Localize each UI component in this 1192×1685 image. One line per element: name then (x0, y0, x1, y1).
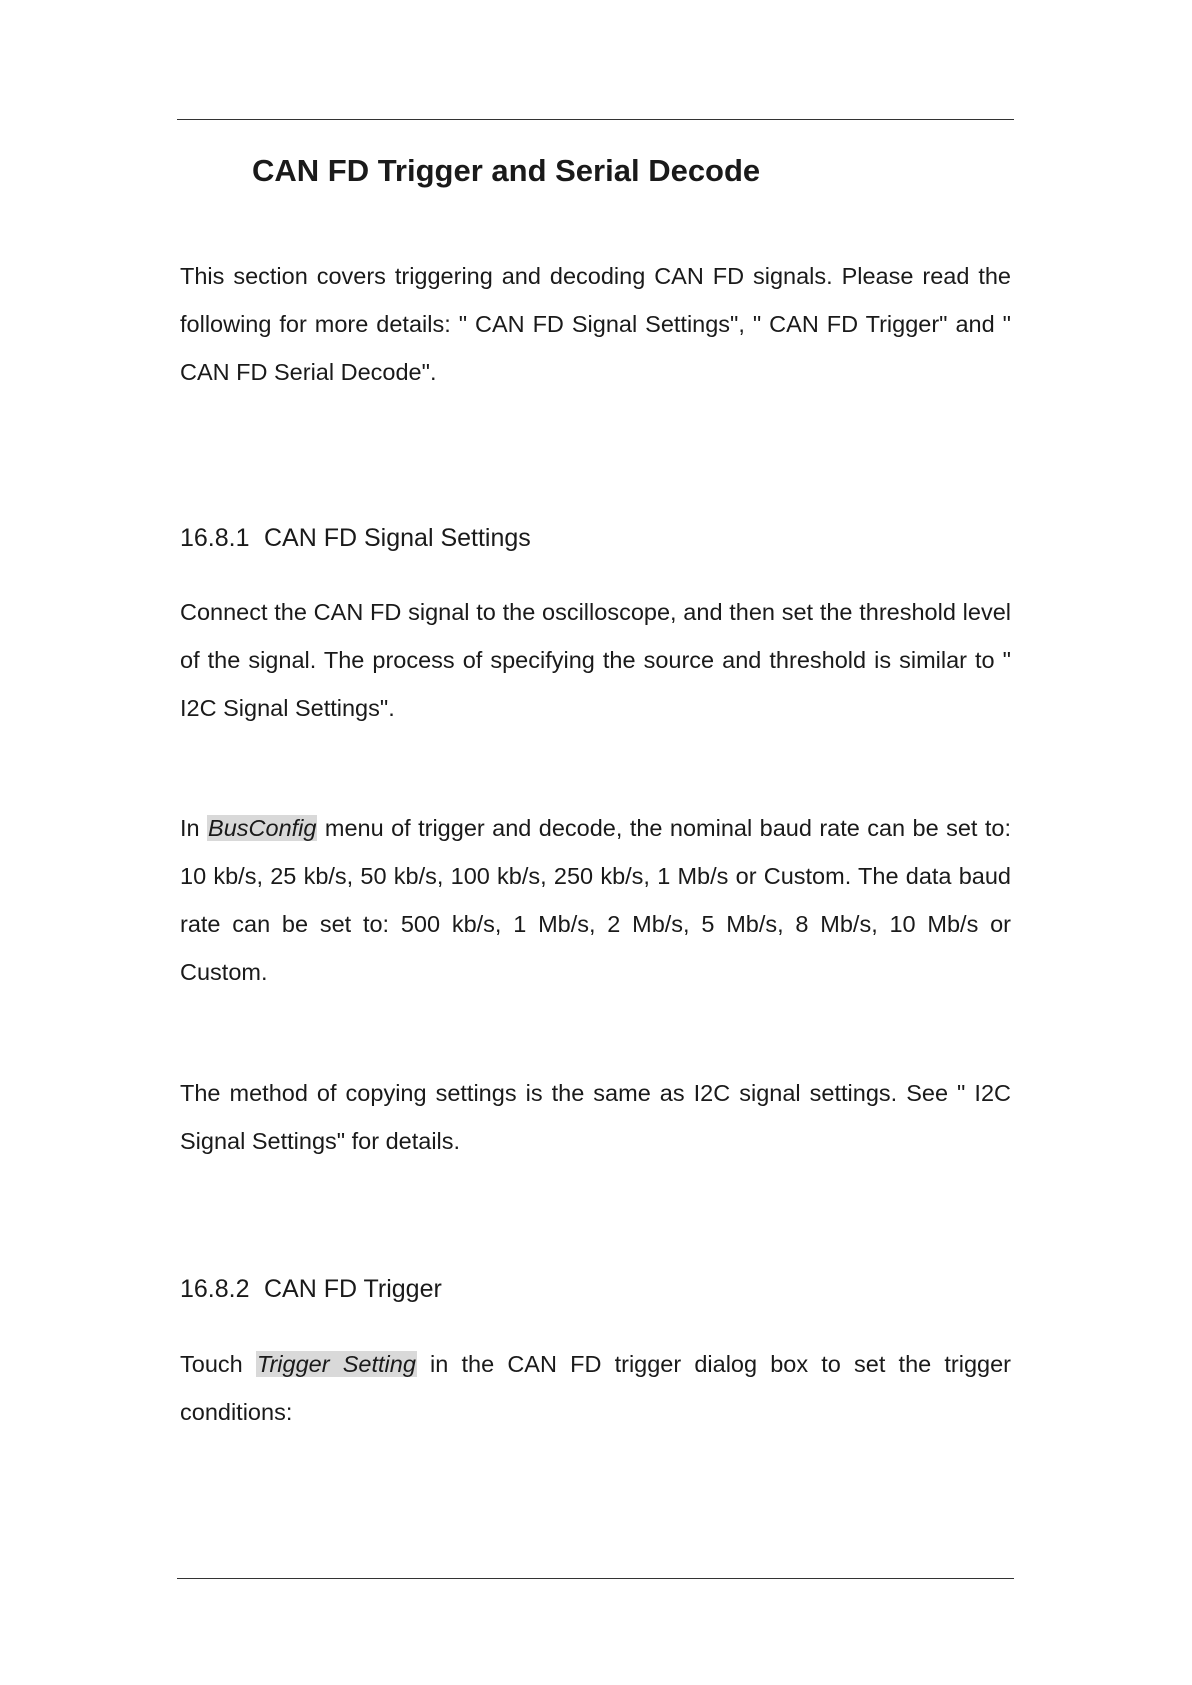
section-title: CAN FD Trigger and Serial Decode (252, 153, 761, 188)
busconfig-menu-reference: BusConfig (208, 815, 317, 841)
trigger-heading (180, 1272, 442, 1306)
intro-paragraph: This section covers triggering and decoding CAN FD signals. Please read the following for more details: " CAN FD Signal Settings", " CAN FD Trigger" and " CAN FD Serial Decode". (180, 263, 1011, 385)
signal-settings-heading (180, 521, 531, 555)
paragraph-rest: in the CAN FD trigger dialog box to set the trigger conditions: (180, 1351, 1011, 1425)
signal-settings-paragraph-2 (180, 804, 1011, 996)
trigger-paragraph (180, 1340, 1011, 1436)
signal-settings-paragraph-1: Connect the CAN FD signal to the oscilloscope, and then set the threshold level of the signal. The process of specifying the source and threshold is similar to " I2C Signal Settings". (180, 599, 1011, 721)
paragraph-rest: menu of trigger and decode, the nominal baud rate can be set to: 10 kb/s, 25 kb/s, 50 kb/s, 100 kb/s, 250 kb/s, 1 Mb/s or Custom. The data baud rate can be set to: 500 kb/s, 1 Mb/s, 2 Mb/s, 5 Mb/s, 8 Mb/s, 10 Mb/s or Custom. (180, 815, 1011, 985)
header-rule (177, 119, 1014, 120)
signal-settings-number: 16.8.1 (180, 524, 250, 552)
paragraph-prefix: Touch (180, 1351, 256, 1377)
trigger-setting-reference: Trigger Setting (256, 1351, 416, 1377)
trigger-number: 16.8.2 (180, 1275, 250, 1303)
footer-rule (177, 1578, 1014, 1579)
signal-settings-title: CAN FD Signal Settings (264, 524, 531, 552)
paragraph-prefix: In (180, 815, 208, 841)
trigger-title: CAN FD Trigger (264, 1275, 442, 1303)
signal-settings-paragraph-3: The method of copying settings is the same as I2C signal settings. See " I2C Signal Settings" for details. (180, 1080, 1011, 1154)
